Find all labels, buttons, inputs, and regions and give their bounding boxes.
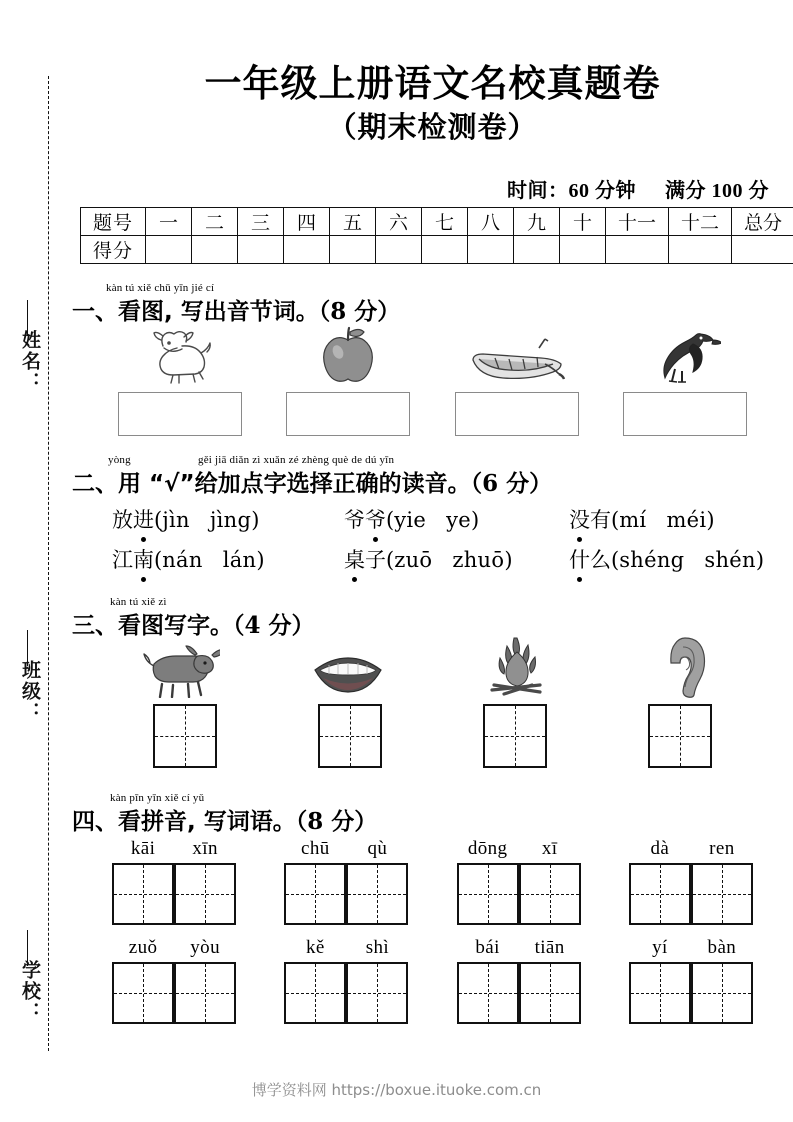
tianzi-w5-a[interactable]	[112, 962, 174, 1024]
col-header-4: 四	[284, 207, 330, 235]
table-row-question-numbers	[81, 207, 793, 235]
choice-3-dotted-char: 没	[569, 504, 590, 534]
tianzi-w1-a[interactable]	[112, 863, 174, 925]
col-header-3: 三	[238, 207, 284, 235]
section-4-pinyin: kàn pīn yīn xiě cí yǔ	[110, 791, 205, 804]
word-block-8	[609, 935, 773, 1024]
syllable-6a: kě	[306, 936, 325, 958]
syllable-2a: chū	[301, 837, 330, 859]
score-cell-5[interactable]	[330, 235, 376, 263]
col-header-total: 总分	[732, 207, 793, 235]
picture-crow	[610, 322, 760, 384]
choice-5-dotted-char: 桌	[344, 544, 365, 574]
word-block-7	[437, 935, 601, 1024]
word-boxes-2	[264, 863, 428, 925]
syllable-1b: xīn	[192, 837, 218, 859]
word-boxes-3	[437, 863, 601, 925]
score-cell-4[interactable]	[284, 235, 330, 263]
choice-3-char-after: 有	[590, 507, 611, 532]
score-cell-total[interactable]	[732, 235, 793, 263]
choice-3-option-b[interactable]: méi	[666, 507, 707, 532]
word-pinyin-6	[264, 935, 428, 959]
choice-1-option-a[interactable]: jìn	[162, 507, 190, 532]
section-2-pinyin-left: yòng	[108, 453, 131, 466]
page-title: 一年级上册语文名校真题卷	[204, 61, 661, 105]
word-pinyin-8	[609, 935, 773, 959]
word-boxes-5	[92, 962, 256, 1024]
word-block-4	[609, 836, 773, 925]
syllable-7b: tiān	[534, 936, 565, 958]
tz-cell-2	[275, 704, 425, 768]
word-block-5	[92, 935, 256, 1024]
word-boxes-6	[264, 962, 428, 1024]
choice-4-dotted-char: 南	[133, 544, 154, 574]
tianzi-w3-b[interactable]	[519, 863, 581, 925]
choice-item-5[interactable]: 桌子(zuō zhuō)	[344, 544, 569, 574]
seal-label-class: 班级：	[19, 660, 41, 723]
section-4-row-1	[72, 836, 793, 925]
section-2-row-1	[72, 504, 793, 534]
picture-ox	[105, 636, 255, 698]
word-block-2	[264, 836, 428, 925]
answer-grid-cell-4	[610, 392, 760, 436]
score-cell-10[interactable]	[560, 235, 606, 263]
tianzi-w7-b[interactable]	[519, 962, 581, 1024]
tianzi-w8-b[interactable]	[691, 962, 753, 1024]
word-pinyin-4	[609, 836, 773, 860]
word-block-6	[264, 935, 428, 1024]
exam-meta	[72, 174, 769, 203]
tianzi-w8-a[interactable]	[629, 962, 691, 1024]
section-3-pinyin: kàn tú xiě zì	[110, 595, 167, 608]
section-4	[72, 792, 793, 1024]
choice-3-option-a[interactable]: mí	[619, 507, 647, 532]
score-cell-11[interactable]	[606, 235, 669, 263]
syllable-4a: dà	[650, 837, 670, 859]
seal-dashed-line	[48, 76, 49, 1051]
word-boxes-7	[437, 962, 601, 1024]
col-header-8: 八	[468, 207, 514, 235]
choice-5-option-b[interactable]: zhuō	[452, 547, 505, 572]
section-2-row-2	[72, 544, 793, 574]
choice-1-option-b[interactable]: jìng	[209, 507, 252, 532]
col-header-10: 十	[560, 207, 606, 235]
seal-label-name: 姓名：	[19, 330, 41, 393]
word-pinyin-7	[437, 935, 601, 959]
word-pinyin-3	[437, 836, 601, 860]
section-4-header	[72, 791, 793, 835]
word-pinyin-1	[92, 836, 256, 860]
choice-4-option-b[interactable]: lán	[222, 547, 257, 572]
pinyin-grid-4[interactable]	[623, 392, 747, 436]
pinyin-grid-1[interactable]	[118, 392, 242, 436]
syllable-5b: yòu	[190, 936, 220, 958]
tz-cell-1	[110, 704, 260, 768]
tianzi-box-2[interactable]	[318, 704, 382, 768]
choice-item-2[interactable]: 爷爷(yie ye)	[344, 504, 569, 534]
choice-6-option-b[interactable]: shén	[704, 547, 756, 572]
footer-site-name: 博学资料网	[251, 1081, 327, 1099]
choice-item-3[interactable]: 没有(mí méi)	[569, 504, 789, 534]
choice-1-char-before: 放	[112, 507, 133, 532]
exam-sheet	[72, 0, 793, 1122]
score-cell-9[interactable]	[514, 235, 560, 263]
tianzi-box-4[interactable]	[648, 704, 712, 768]
col-header-1: 一	[146, 207, 192, 235]
col-header-11: 十一	[606, 207, 669, 235]
seal-label-school: 学校：	[19, 960, 41, 1023]
syllable-1a: kāi	[130, 837, 156, 859]
word-block-1	[92, 836, 256, 925]
score-cell-8[interactable]	[468, 235, 514, 263]
row-label-question: 题号	[81, 207, 146, 235]
tianzi-w5-b[interactable]	[174, 962, 236, 1024]
choice-1-dotted-char: 进	[133, 504, 154, 534]
syllable-2b: qù	[367, 837, 388, 859]
score-table	[80, 207, 793, 264]
answer-grid-cell-3	[442, 392, 592, 436]
time-label: 时间：60 分钟	[507, 179, 636, 202]
picture-ear	[610, 636, 760, 698]
section-1	[72, 282, 793, 436]
tz-cell-4	[605, 704, 755, 768]
footer-url: https://boxue.ituoke.com.cn	[331, 1081, 542, 1099]
section-3-title: 三、看图写字。（4 分）	[72, 611, 315, 639]
picture-apple	[273, 322, 423, 384]
score-cell-12[interactable]	[669, 235, 732, 263]
choice-4-option-a[interactable]: nán	[162, 547, 203, 572]
section-1-pinyin: kàn tú xiě chū yīn jié cí	[106, 281, 215, 294]
tianzi-w2-b[interactable]	[346, 863, 408, 925]
picture-boat	[442, 322, 592, 384]
total-points-label: 满分 100 分	[665, 179, 769, 202]
picture-fire	[442, 636, 592, 698]
tianzi-w1-b[interactable]	[174, 863, 236, 925]
syllable-6b: shì	[365, 936, 390, 958]
section-4-row-2	[72, 935, 793, 1024]
page-subtitle: （期末检测卷）	[327, 109, 538, 144]
choice-item-1[interactable]: 放进(jìn jìng)	[112, 504, 344, 534]
answer-grid-cell-2	[273, 392, 423, 436]
col-header-6: 六	[376, 207, 422, 235]
choice-2-option-a[interactable]: yie	[394, 507, 427, 532]
section-2-header	[72, 453, 793, 497]
table-row-scores	[81, 235, 793, 263]
col-header-9: 九	[514, 207, 560, 235]
tianzi-box-1[interactable]	[153, 704, 217, 768]
col-header-12: 十二	[669, 207, 732, 235]
score-cell-3[interactable]	[238, 235, 284, 263]
choice-item-6[interactable]: 什么(shéng shén)	[569, 544, 789, 574]
choice-6-char-after: 么	[590, 547, 611, 572]
section-2	[72, 454, 793, 574]
choice-5-char-after: 子	[365, 547, 386, 572]
col-header-5: 五	[330, 207, 376, 235]
row-label-score: 得分	[81, 235, 146, 263]
section-3-pictures	[72, 636, 793, 698]
tianzi-w3-a[interactable]	[457, 863, 519, 925]
tz-cell-3	[440, 704, 590, 768]
tianzi-w4-b[interactable]	[691, 863, 753, 925]
score-cell-6[interactable]	[376, 235, 422, 263]
choice-2-dotted-char: 爷	[365, 504, 386, 534]
choice-6-dotted-char: 什	[569, 544, 590, 574]
pinyin-grid-2[interactable]	[286, 392, 410, 436]
word-boxes-1	[92, 863, 256, 925]
syllable-7a: bái	[475, 936, 500, 958]
tianzi-w6-b[interactable]	[346, 962, 408, 1024]
section-2-pinyin-right: gěi jiā diǎn zì xuǎn zé zhèng què de dú yīn	[198, 453, 395, 466]
col-header-7: 七	[422, 207, 468, 235]
syllable-3a: dōng	[467, 837, 508, 859]
section-1-header	[72, 281, 793, 325]
pinyin-grid-3[interactable]	[455, 392, 579, 436]
section-1-pictures	[72, 322, 793, 384]
choice-5-option-a[interactable]: zuō	[394, 547, 433, 572]
tianzi-box-3[interactable]	[483, 704, 547, 768]
choice-item-4[interactable]: 江南(nán lán)	[112, 544, 344, 574]
syllable-3b: xī	[541, 837, 558, 859]
picture-mouth	[273, 636, 423, 698]
word-pinyin-2	[264, 836, 428, 860]
syllable-4b: ren	[709, 837, 735, 859]
tianzi-w2-a[interactable]	[284, 863, 346, 925]
word-boxes-4	[609, 863, 773, 925]
seal-column	[0, 0, 72, 1122]
syllable-8b: bàn	[707, 936, 737, 958]
picture-goat	[105, 322, 255, 384]
score-cell-2[interactable]	[192, 235, 238, 263]
word-pinyin-5	[92, 935, 256, 959]
word-boxes-8	[609, 962, 773, 1024]
word-block-3	[437, 836, 601, 925]
choice-2-char-before: 爷	[344, 507, 365, 532]
answer-grid-cell-1	[105, 392, 255, 436]
section-3-answer-boxes	[72, 704, 793, 768]
section-3-header	[72, 595, 793, 639]
tianzi-w6-a[interactable]	[284, 962, 346, 1024]
tianzi-w4-a[interactable]	[629, 863, 691, 925]
syllable-8a: yí	[652, 936, 668, 958]
choice-6-option-a[interactable]: shéng	[619, 547, 685, 572]
section-3	[72, 596, 793, 768]
syllable-5a: zuǒ	[128, 936, 158, 958]
footer-watermark	[0, 1079, 793, 1100]
section-1-answer-grids	[72, 392, 793, 436]
section-1-title: 一、看图, 写出音节词。（8 分）	[72, 297, 401, 325]
score-cell-7[interactable]	[422, 235, 468, 263]
tianzi-w7-a[interactable]	[457, 962, 519, 1024]
section-4-title: 四、看拼音, 写词语。（8 分）	[72, 807, 378, 835]
choice-2-option-b[interactable]: ye	[446, 507, 472, 532]
choice-4-char-before: 江	[112, 547, 133, 572]
col-header-2: 二	[192, 207, 238, 235]
score-cell-1[interactable]	[146, 235, 192, 263]
section-2-title: 二、用 “√”给加点字选择正确的读音。（6 分）	[72, 469, 553, 497]
